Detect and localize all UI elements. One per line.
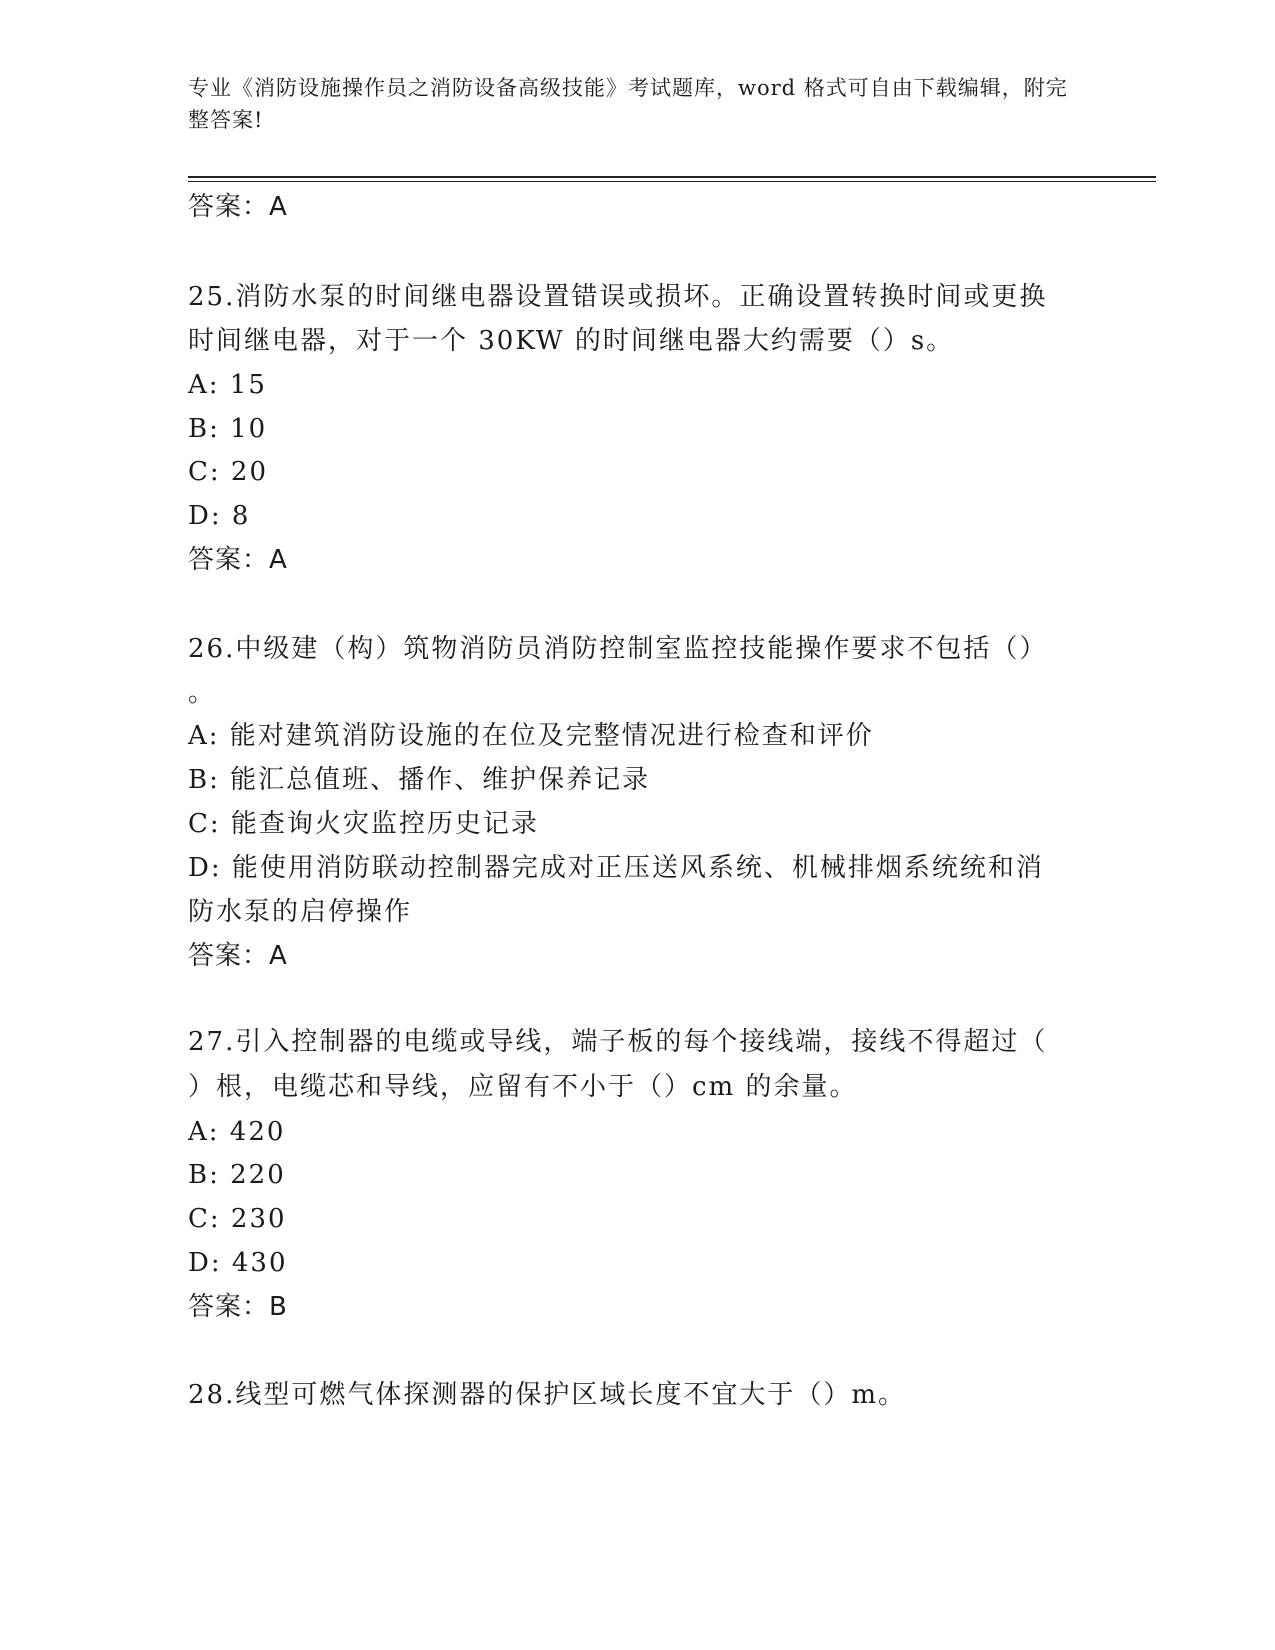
header-rule-thin xyxy=(188,181,1156,182)
document-header: 专业《消防设施操作员之消防设备高级技能》考试题库，word 格式可自由下载编辑，附完整答案! xyxy=(188,76,1068,132)
option-b: B: 10 xyxy=(188,414,268,444)
option-d-continued: 防水泵的启停操作 xyxy=(188,897,413,927)
answer: 答案：A xyxy=(188,941,288,971)
option-a: A: 420 xyxy=(188,1117,286,1147)
option-b: B: 能汇总值班、播作、维护保养记录 xyxy=(188,765,651,795)
question-stem-line: 27.引入控制器的电缆或导线，端子板的每个接线端，接线不得超过（ xyxy=(188,1027,1048,1057)
option-d: D: 430 xyxy=(188,1248,288,1278)
option-a: A: 15 xyxy=(188,370,267,400)
option-b: B: 220 xyxy=(188,1160,286,1190)
question-stem-line: 28.线型可燃气体探测器的保护区域长度不宜大于（）m。 xyxy=(188,1380,907,1410)
option-d: D: 8 xyxy=(188,501,251,531)
answer: 答案：A xyxy=(188,545,288,575)
previous-answer: 答案：A xyxy=(188,192,288,222)
header-rule-thick xyxy=(188,176,1156,178)
question-stem-line: 25.消防水泵的时间继电器设置错误或损坏。正确设置转换时间或更换 xyxy=(188,282,1048,312)
question-stem-line: 时间继电器，对于一个 30KW 的时间继电器大约需要（）s。 xyxy=(188,326,955,356)
question-stem-line: 。 xyxy=(188,678,217,708)
option-a: A: 能对建筑消防设施的在位及完整情况进行检查和评价 xyxy=(188,721,874,751)
question-stem-line: ）根，电缆芯和导线，应留有不小于（）cm 的余量。 xyxy=(188,1072,858,1102)
option-c: C: 230 xyxy=(188,1204,287,1234)
option-d: D: 能使用消防联动控制器完成对正压送风系统、机械排烟系统统和消 xyxy=(188,853,1044,883)
question-stem-line: 26.中级建（构）筑物消防员消防控制室监控技能操作要求不包括（） xyxy=(188,634,1048,664)
option-c: C: 能查询火灾监控历史记录 xyxy=(188,809,539,839)
answer: 答案：B xyxy=(188,1292,288,1322)
option-c: C: 20 xyxy=(188,457,269,487)
